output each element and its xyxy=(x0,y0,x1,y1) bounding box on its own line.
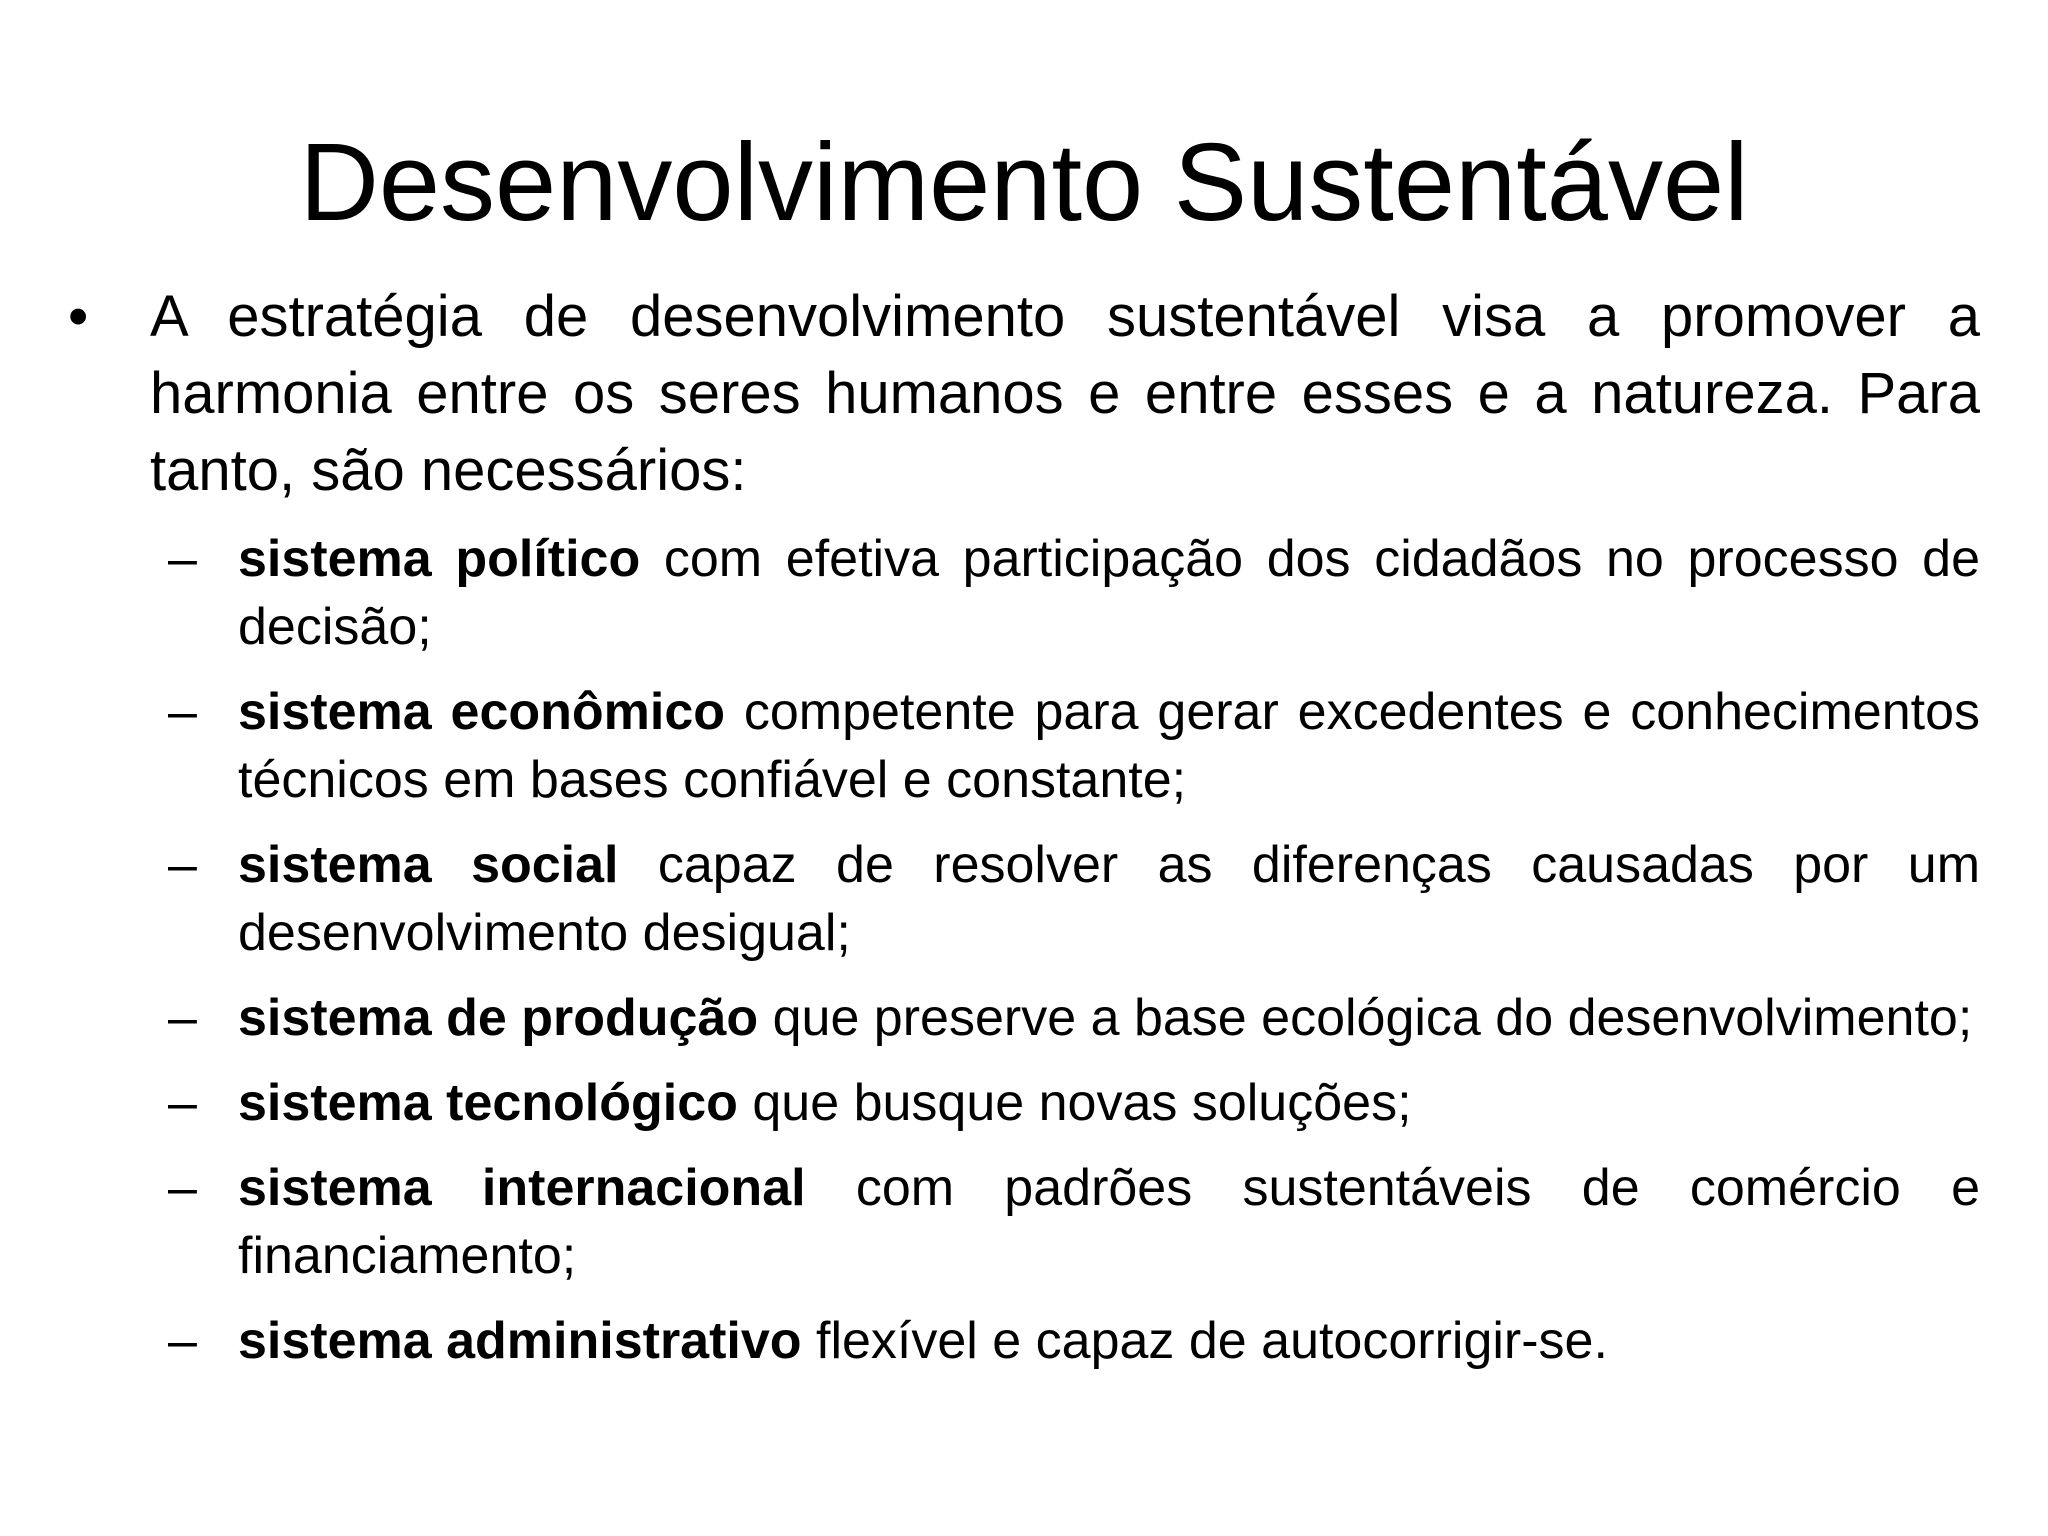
dash-icon: – xyxy=(168,1159,197,1217)
sub-bullet-item xyxy=(168,984,1980,1052)
dash-icon: – xyxy=(168,989,197,1047)
slide-content xyxy=(68,278,1980,509)
dash-icon: – xyxy=(168,683,197,741)
dash-icon: – xyxy=(168,1074,197,1132)
item-text: capaz de resolver as diferenças causadas por um desenvolvimento desigual; xyxy=(238,836,1981,962)
item-text: competente para gerar excedentes e conhecimentos técnicos em bases confiável e constante; xyxy=(238,683,1980,809)
sub-bullet-item xyxy=(168,1154,1980,1290)
sub-bullet-item xyxy=(168,831,1981,967)
sub-bullet-list xyxy=(168,525,1981,1392)
sub-bullet-item xyxy=(168,1307,1980,1375)
bullet-icon: • xyxy=(68,284,89,349)
item-term: sistema político xyxy=(238,530,641,588)
item-term: sistema social xyxy=(238,836,619,894)
sub-bullet-item xyxy=(168,1069,1980,1137)
item-text: que busque novas soluções; xyxy=(737,1074,1412,1132)
item-term: sistema tecnológico xyxy=(238,1074,738,1132)
item-text: que preserve a base ecológica do desenvolvimento; xyxy=(758,989,1973,1047)
item-text: com efetiva participação dos cidadãos no processo de decisão; xyxy=(238,530,1981,656)
item-term: sistema administrativo xyxy=(238,1312,802,1370)
item-term: sistema econômico xyxy=(238,683,726,741)
dash-icon: – xyxy=(168,530,197,588)
item-term: sistema internacional xyxy=(238,1159,806,1217)
dash-icon: – xyxy=(168,1312,197,1370)
item-text: flexível e capaz de autocorrigir-se. xyxy=(801,1312,1608,1370)
main-bullet xyxy=(68,278,1980,509)
main-bullet-text: A estratégia de desenvolvimento sustentável visa a promover a harmonia entre os seres humanos e entre esses e a natureza. Para tanto, são necessários: xyxy=(150,284,1980,503)
item-term: sistema de produção xyxy=(238,989,759,1047)
sub-bullet-item xyxy=(168,525,1981,661)
slide-title: Desenvolvimento Sustentável xyxy=(299,121,1749,244)
sub-bullet-item xyxy=(168,678,1980,814)
item-text: com padrões sustentáveis de comércio e financiamento; xyxy=(238,1159,1980,1285)
dash-icon: – xyxy=(168,836,197,894)
